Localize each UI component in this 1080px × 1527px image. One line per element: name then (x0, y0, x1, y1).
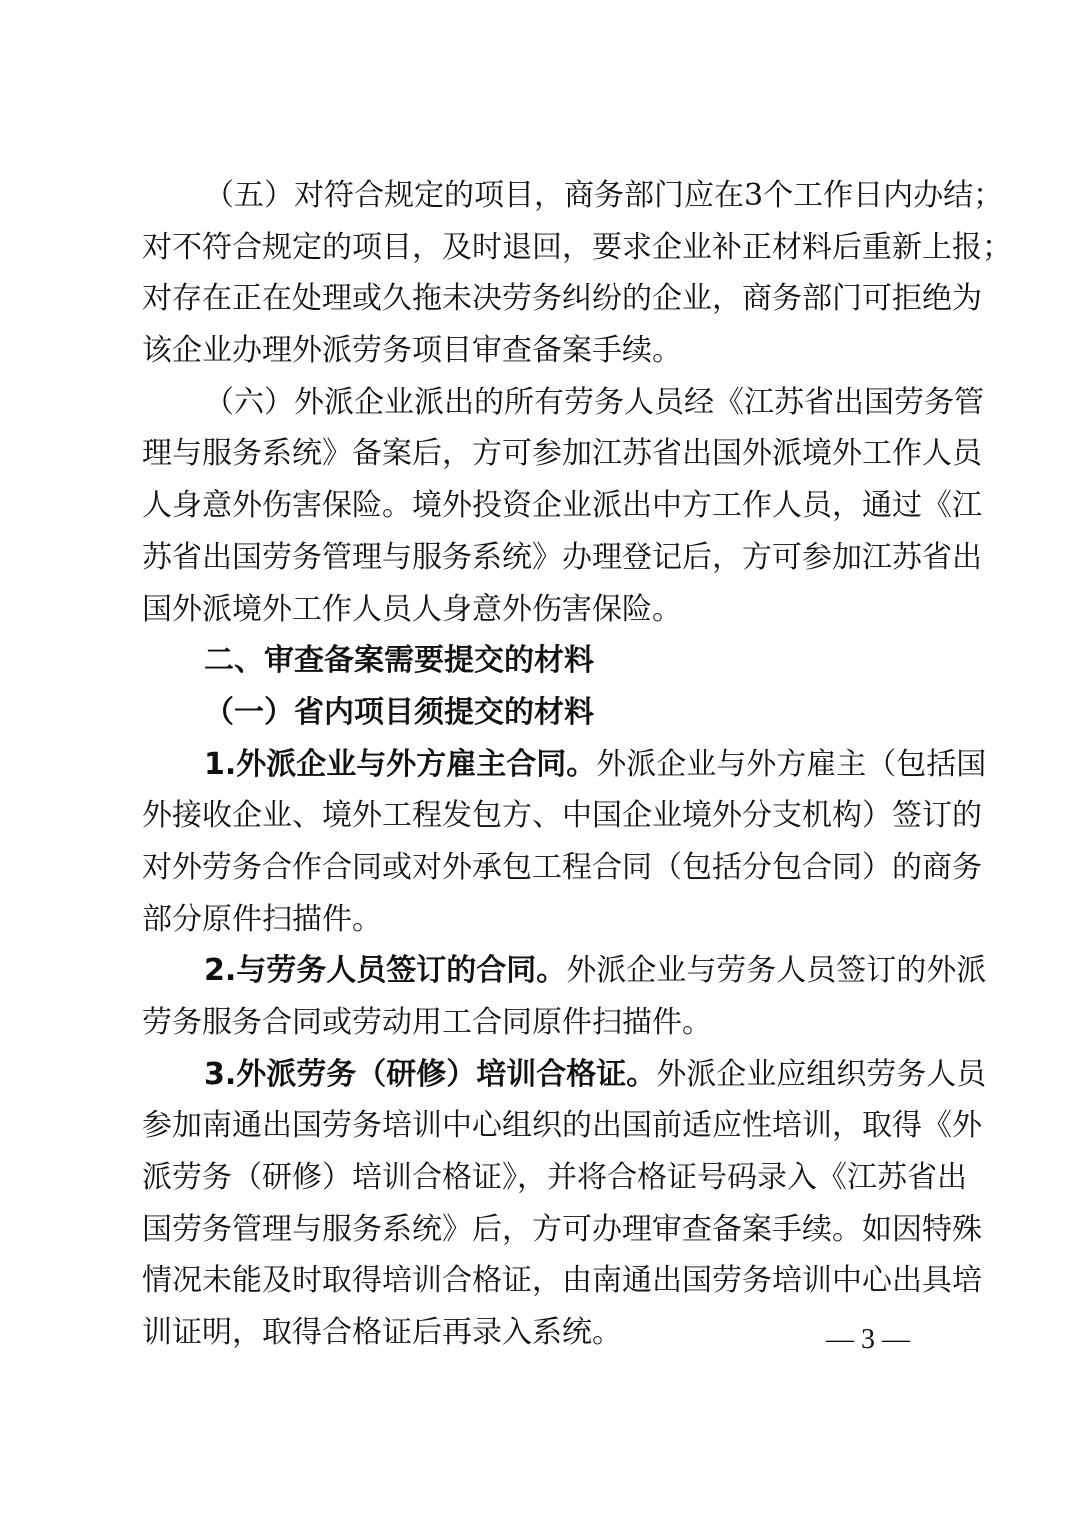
paragraph-5-line-2: 对不符合规定的项目，及时退回，要求企业补正材料后重新上报； (142, 229, 1012, 265)
page-number: — 3 — (826, 1324, 910, 1355)
item-1-line-1 (142, 739, 987, 791)
paragraph-5-line-3: 对存在正在处理或久拖未决劳务纠纷的企业，商务部门可拒绝为 (142, 281, 982, 317)
item-3-line-6: 训证明，取得合格证后再录入系统。 (142, 1315, 622, 1351)
section-2-heading: 二、审查备案需要提交的材料 (204, 643, 594, 679)
subsection-1-heading: （一）省内项目须提交的材料 (204, 694, 594, 730)
item-2-title: 2.与劳务人员签订的合同。 (204, 953, 567, 989)
item-1-line-2: 外接收企业、境外工程发包方、中国企业境外分支机构）签订的 (142, 798, 982, 834)
item-3-line-2: 参加南通出国劳务培训中心组织的出国前适应性培训，取得《外 (142, 1108, 982, 1144)
paragraph-5-line-4: 该企业办理外派劳务项目审查备案手续。 (142, 333, 682, 369)
item-3-line-5: 情况未能及时取得培训合格证，由南通出国劳务培训中心出具培 (142, 1263, 982, 1299)
item-3-line-1-text: 外派企业应组织劳务人员 (656, 1056, 987, 1092)
paragraph-6-line-4: 苏省出国劳务管理与服务系统》办理登记后，方可参加江苏省出 (142, 539, 982, 575)
item-1-line-3: 对外劳务合作合同或对外承包工程合同（包括分包合同）的商务 (142, 849, 982, 885)
paragraph-6-line-2: 理与服务系统》备案后，方可参加江苏省出国外派境外工作人员 (142, 436, 982, 472)
paragraph-6-line-3: 人身意外伤害保险。境外投资企业派出中方工作人员，通过《江 (142, 488, 982, 524)
item-3-line-1 (142, 1049, 987, 1101)
item-2-line-1-text: 外派企业与劳务人员签订的外派 (566, 953, 987, 989)
item-1-line-4: 部分原件扫描件。 (142, 901, 382, 937)
item-3-title: 3.外派劳务（研修）培训合格证。 (204, 1056, 657, 1092)
paragraph-6-line-5: 国外派境外工作人员人身意外伤害保险。 (142, 591, 682, 627)
body-text (142, 170, 1012, 1359)
item-2-line-2: 劳务服务合同或劳动用工合同原件扫描件。 (142, 1005, 712, 1040)
item-3-line-4: 国劳务管理与服务系统》后，方可办理审查备案手续。如因特殊 (142, 1211, 982, 1247)
item-3-line-3: 派劳务（研修）培训合格证》，并将合格证号码录入《江苏省出 (142, 1160, 967, 1196)
item-2-line-1 (142, 945, 987, 997)
item-1-line-1-text: 外派企业与外方雇主（包括国 (596, 746, 987, 782)
paragraph-5-line-1: （五）对符合规定的项目，商务部门应在3个工作日内办结； (204, 178, 1004, 213)
paragraph-6-line-1: （六）外派企业派出的所有劳务人员经《江苏省出国劳务管 (204, 384, 984, 420)
item-1-title: 1.外派企业与外方雇主合同。 (204, 746, 597, 782)
